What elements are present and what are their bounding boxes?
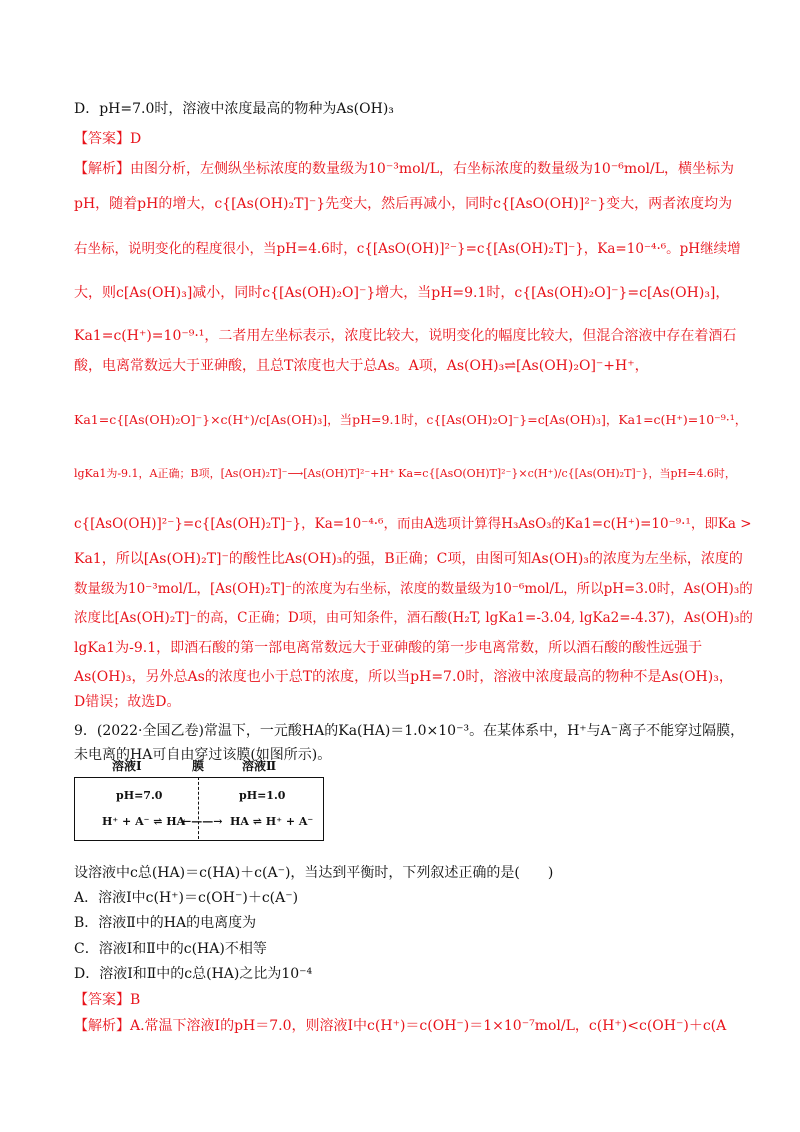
- analysis-line-9: Ka1，所以[As(OH)₂T]⁻的酸性比As(OH)₃的强，B正确；C项，由图可知As(OH)₃的浓度为左坐标，浓度的: [74, 551, 743, 567]
- answer-2: [74, 989, 140, 1009]
- analysis-line-12: lgKa1为-9.1，即酒石酸的第一部电离常数远大于亚砷酸的第一步电离常数，所以酒石酸的酸性远强于: [74, 640, 703, 656]
- analysis-2: 【解析】A.常温下溶液Ⅰ的pH＝7.0，则溶液Ⅰ中c(H⁺)＝c(OH⁻)＝1×10⁻⁷mol/L，c(H⁺)<c(OH⁻)＋c(A: [74, 1018, 727, 1034]
- question-9-line-1: 9．(2022·全国乙卷)常温下，一元酸HA的Ka(HA)＝1.0×10⁻³。在某体系中，H⁺与A⁻离子不能穿过隔膜，: [74, 723, 745, 739]
- analysis-tag: 【解析】: [74, 161, 130, 177]
- question-9-line-2: 未电离的HA可自由穿过该膜(如图所示)。: [74, 747, 332, 763]
- ph-2: pH=1.0: [239, 789, 286, 802]
- answer-1: [74, 128, 141, 148]
- analysis-line-6: Ka1=c{[As(OH)₂O]⁻}×c(H⁺)/c[As(OH)₃]，当pH=9.1时，c{[As(OH)₂O]⁻}=c[As(OH)₃]，Ka1=c(H⁺)=10⁻⁹·¹，: [74, 412, 748, 427]
- option-d: D．溶液Ⅰ和Ⅱ中的c总(HA)之比为10⁻⁴: [74, 966, 313, 982]
- question-9-stem: 设溶液中c总(HA)＝c(HA)＋c(A⁻)，当达到平衡时，下列叙述正确的是( ): [74, 865, 554, 881]
- diagram-box: [74, 777, 324, 841]
- solution-2-label: 溶液Ⅱ: [242, 759, 277, 773]
- answer-2-tag: 【答案】: [74, 992, 130, 1008]
- ph-1: pH=7.0: [116, 789, 163, 802]
- analysis-line-0: 【解析】由图分析，左侧纵坐标浓度的数量级为10⁻³mol/L，右坐标浓度的数量级为10⁻⁶mol/L，横坐标为: [74, 161, 735, 177]
- option-a: A．溶液Ⅰ中c(H⁺)＝c(OH⁻)＋c(A⁻): [74, 890, 299, 906]
- analysis-line-11: 浓度比[As(OH)₂T]⁻的高，C正确；D项，由可知条件，酒石酸(H₂T, lgKa1=-3.04, lgKa2=-4.37)，As(OH)₃的: [74, 610, 753, 626]
- analysis-line-7: lgKa1为-9.1，A正确；B项，[As(OH)₂T]⁻⟶[As(OH)T]²⁻+H⁺ Ka=c{[AsO(OH)T]²⁻}×c(H⁺)/c{[As(OH)₂T]⁻}，当pH=4.6时，: [74, 467, 736, 480]
- equilibrium-1: H⁺ + A⁻ ⇌ HA: [102, 815, 186, 828]
- option-c: C．溶液Ⅰ和Ⅱ中的c(HA)不相等: [74, 941, 267, 957]
- answer-value: D: [130, 131, 142, 147]
- answer-2-value: B: [130, 992, 141, 1008]
- option-d-previous: D．pH=7.0时，溶液中浓度最高的物种为As(OH)₃: [74, 101, 394, 117]
- option-b: B．溶液Ⅱ中的HA的电离度为: [74, 915, 257, 931]
- answer-tag: 【答案】: [74, 131, 130, 147]
- analysis-line-4: Ka1=c(H⁺)=10⁻⁹·¹，二者用左坐标表示，浓度比较大，说明变化的幅度比较大，但混合溶液中存在着酒石: [74, 328, 737, 344]
- membrane-line: [198, 777, 199, 839]
- analysis-line-1: pH，随着pH的增大，c{[As(OH)₂T]⁻}先变大，然后再减小，同时c{[AsO(OH)]²⁻}变大，两者浓度均为: [74, 196, 733, 212]
- analysis-line-13: As(OH)₃，另外总As的浓度也小于总T的浓度，所以当pH=7.0时，溶液中浓度最高的物种不是As(OH)₃，: [74, 669, 733, 685]
- analysis-line-14: D错误；故选D。: [74, 694, 181, 710]
- membrane-diagram: [74, 757, 324, 842]
- analysis-2-tag: 【解析】: [74, 1018, 130, 1034]
- analysis-line-5: 酸，电离常数远大于亚砷酸，且总T浓度也大于总As。A项，As(OH)₃⇌[As(OH)₂O]⁻+H⁺，: [74, 358, 649, 374]
- solution-1-label: 溶液Ⅰ: [112, 759, 142, 773]
- membrane-label: 膜: [192, 759, 205, 773]
- analysis-line-3: 大，则c[As(OH)₃]减小，同时c{[As(OH)₂O]⁻}增大，当pH=9.1时，c{[As(OH)₂O]⁻}=c[As(OH)₃]，: [74, 285, 730, 301]
- equilibrium-2: HA ⇌ H⁺ + A⁻: [230, 815, 314, 828]
- double-arrow: ←——→: [182, 815, 223, 828]
- analysis-line-2: 右坐标，说明变化的程度很小，当pH=4.6时，c{[AsO(OH)]²⁻}=c{[As(OH)₂T]⁻}，Ka=10⁻⁴·⁶。pH继续增: [74, 241, 741, 257]
- analysis-line-10: 数量级为10⁻³mol/L，[As(OH)₂T]⁻的浓度为右坐标，浓度的数量级为10⁻⁶mol/L，所以pH=3.0时，As(OH)₃的: [74, 581, 753, 597]
- analysis-line-8: c{[AsO(OH)]²⁻}=c{[As(OH)₂T]⁻}，Ka=10⁻⁴·⁶，而由A选项计算得H₃AsO₃的Ka1=c(H⁺)=10⁻⁹·¹，即Ka >: [74, 516, 752, 532]
